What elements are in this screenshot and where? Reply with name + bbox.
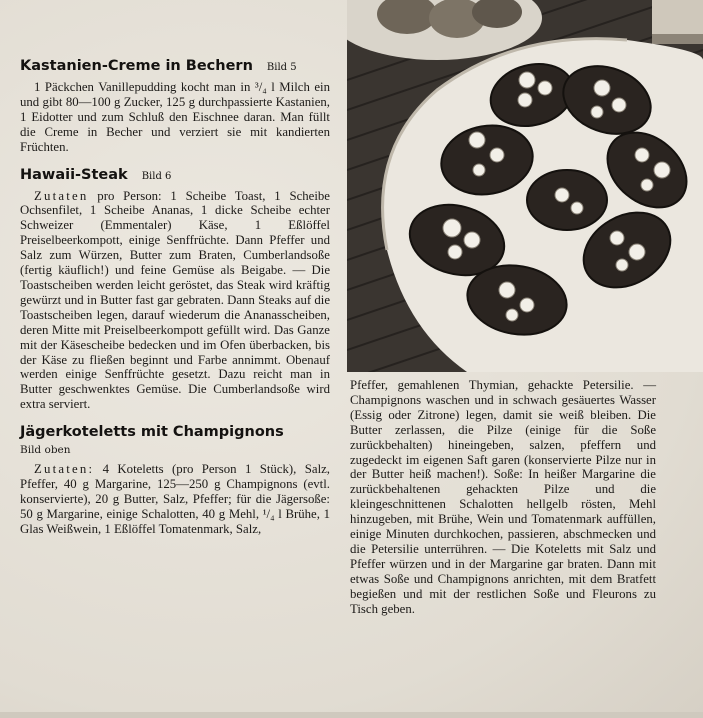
recipe-title [20,167,330,183]
recipe-body-text: 4 Koteletts (pro Person 1 Stück), Salz, Pfeffer, 40 g Margarine, 125—250 g Champignons (evtl. konservierte), 20 g Butter, Salz, Pfeffer; für die Jägersoße: 50 g Margarine, einige Schalotten, 40 g Mehl, ¹/₄ l Brühe, 1 Glas Weißwein, 1 Eßlöffel Tomatenmark, Salz, [20,462,330,536]
figure-reference: Bild 6 [141,170,172,182]
plate-of-cutlets-with-mushrooms-photo [347,0,703,372]
recipe-body-continued: Pfeffer, gemahlenen Thymian, gehackte Petersilie. — Champignons waschen und in schwach gesäuertes Wasser (Essig oder Zitrone) legen, damit sie weiß bleiben. Die Butter zerlassen, die Pilze (einige für die Soße zurückbehalten) hineingeben, salzen, pfeffern und zugedeckt im eigenen Saft garen (konservierte Pilze nur in der Butter heiß machen!). Soße: In heißer Margarine die zurückbehaltenen gehackten Pilze und die kleingeschnittenen Schalotten hellgelb rösten, Mehl hinzugeben, mit Brühe, Wein und Tomatenmark auffüllen, einige Minuten durchkochen, passieren, abschmecken und die Petersilie unterrühren. — Die Koteletts mit Salz und Pfeffer würzen und in der Margarine gar braten. Dann mit etwas Soße und Champignons anrichten, mit dem Bratfett begießen und mit der restlichen Soße und Fleurons zu Tisch geben. [350,378,656,616]
recipe-body-text: pro Person: 1 Scheibe Toast, 1 Scheibe Ochsenfilet, 1 Scheibe Ananas, 1 dicke Scheibe echter Schweizer (Emmentaler) Käse, 1 Eßlöffel Preiselbeerkompott, einige Senffrüchte. Dann Pfeffer und Salz zum Würzen, Butter zum Braten, Cumberlandsoße (fertig käuflich!) und feine Gemüse als Beigabe. — Die Toastscheiben werden leicht geröstet, das Steak wird kräftig gewürzt und in Butter fast gar gebraten. Dann Steaks auf die Toastscheiben legen, darauf wiederum die Ananasscheiben, deren Mitte mit Preiselbeerkompott gefüllt wird. Das Ganze mit der Käsescheibe bedecken und im Ofen überbacken, bis der Käse zu fließen beginnt und Farbe annimmt. Obenauf werden einige Senffrüchte gesetzt. Dazu reicht man in Butter geschwenktes Gemüse. Die Cumberlandsoße wird extra serviert. [20,188,330,412]
recipe-title-text: Hawaii-Steak [20,166,128,183]
recipe-hawaii [20,167,330,413]
ingredients-lead: Zutaten [34,188,89,203]
recipe-title [20,58,330,74]
recipe-body: 1 Päckchen Vanillepudding kocht man in ³/₄ l Milch ein und gibt 80—100 g Zucker, 125 g durchpassierte Kastanien, 1 Eidotter und zum Schluß den Eischnee daran. Man füllt die Creme in Becher und verziert sie mit kandierten Früchten. [20,80,330,154]
recipe-body [20,462,330,537]
recipe-title-text: Jägerkoteletts mit Champignons [20,424,284,441]
ingredients-lead: Zutaten: [34,462,95,477]
recipe-body [20,189,330,413]
recipe-title-text: Kastanien-Creme in Bechern [20,58,253,74]
recipe-jaeger [20,424,330,537]
left-column [20,58,330,549]
page-bottom-edge [0,712,703,718]
recipe-title [20,424,330,440]
figure-reference: Bild 5 [266,62,297,73]
right-column [350,378,656,617]
recipe-kastanien [20,58,330,155]
recipe-photo [347,0,703,372]
figure-reference: Bild oben [20,444,71,457]
